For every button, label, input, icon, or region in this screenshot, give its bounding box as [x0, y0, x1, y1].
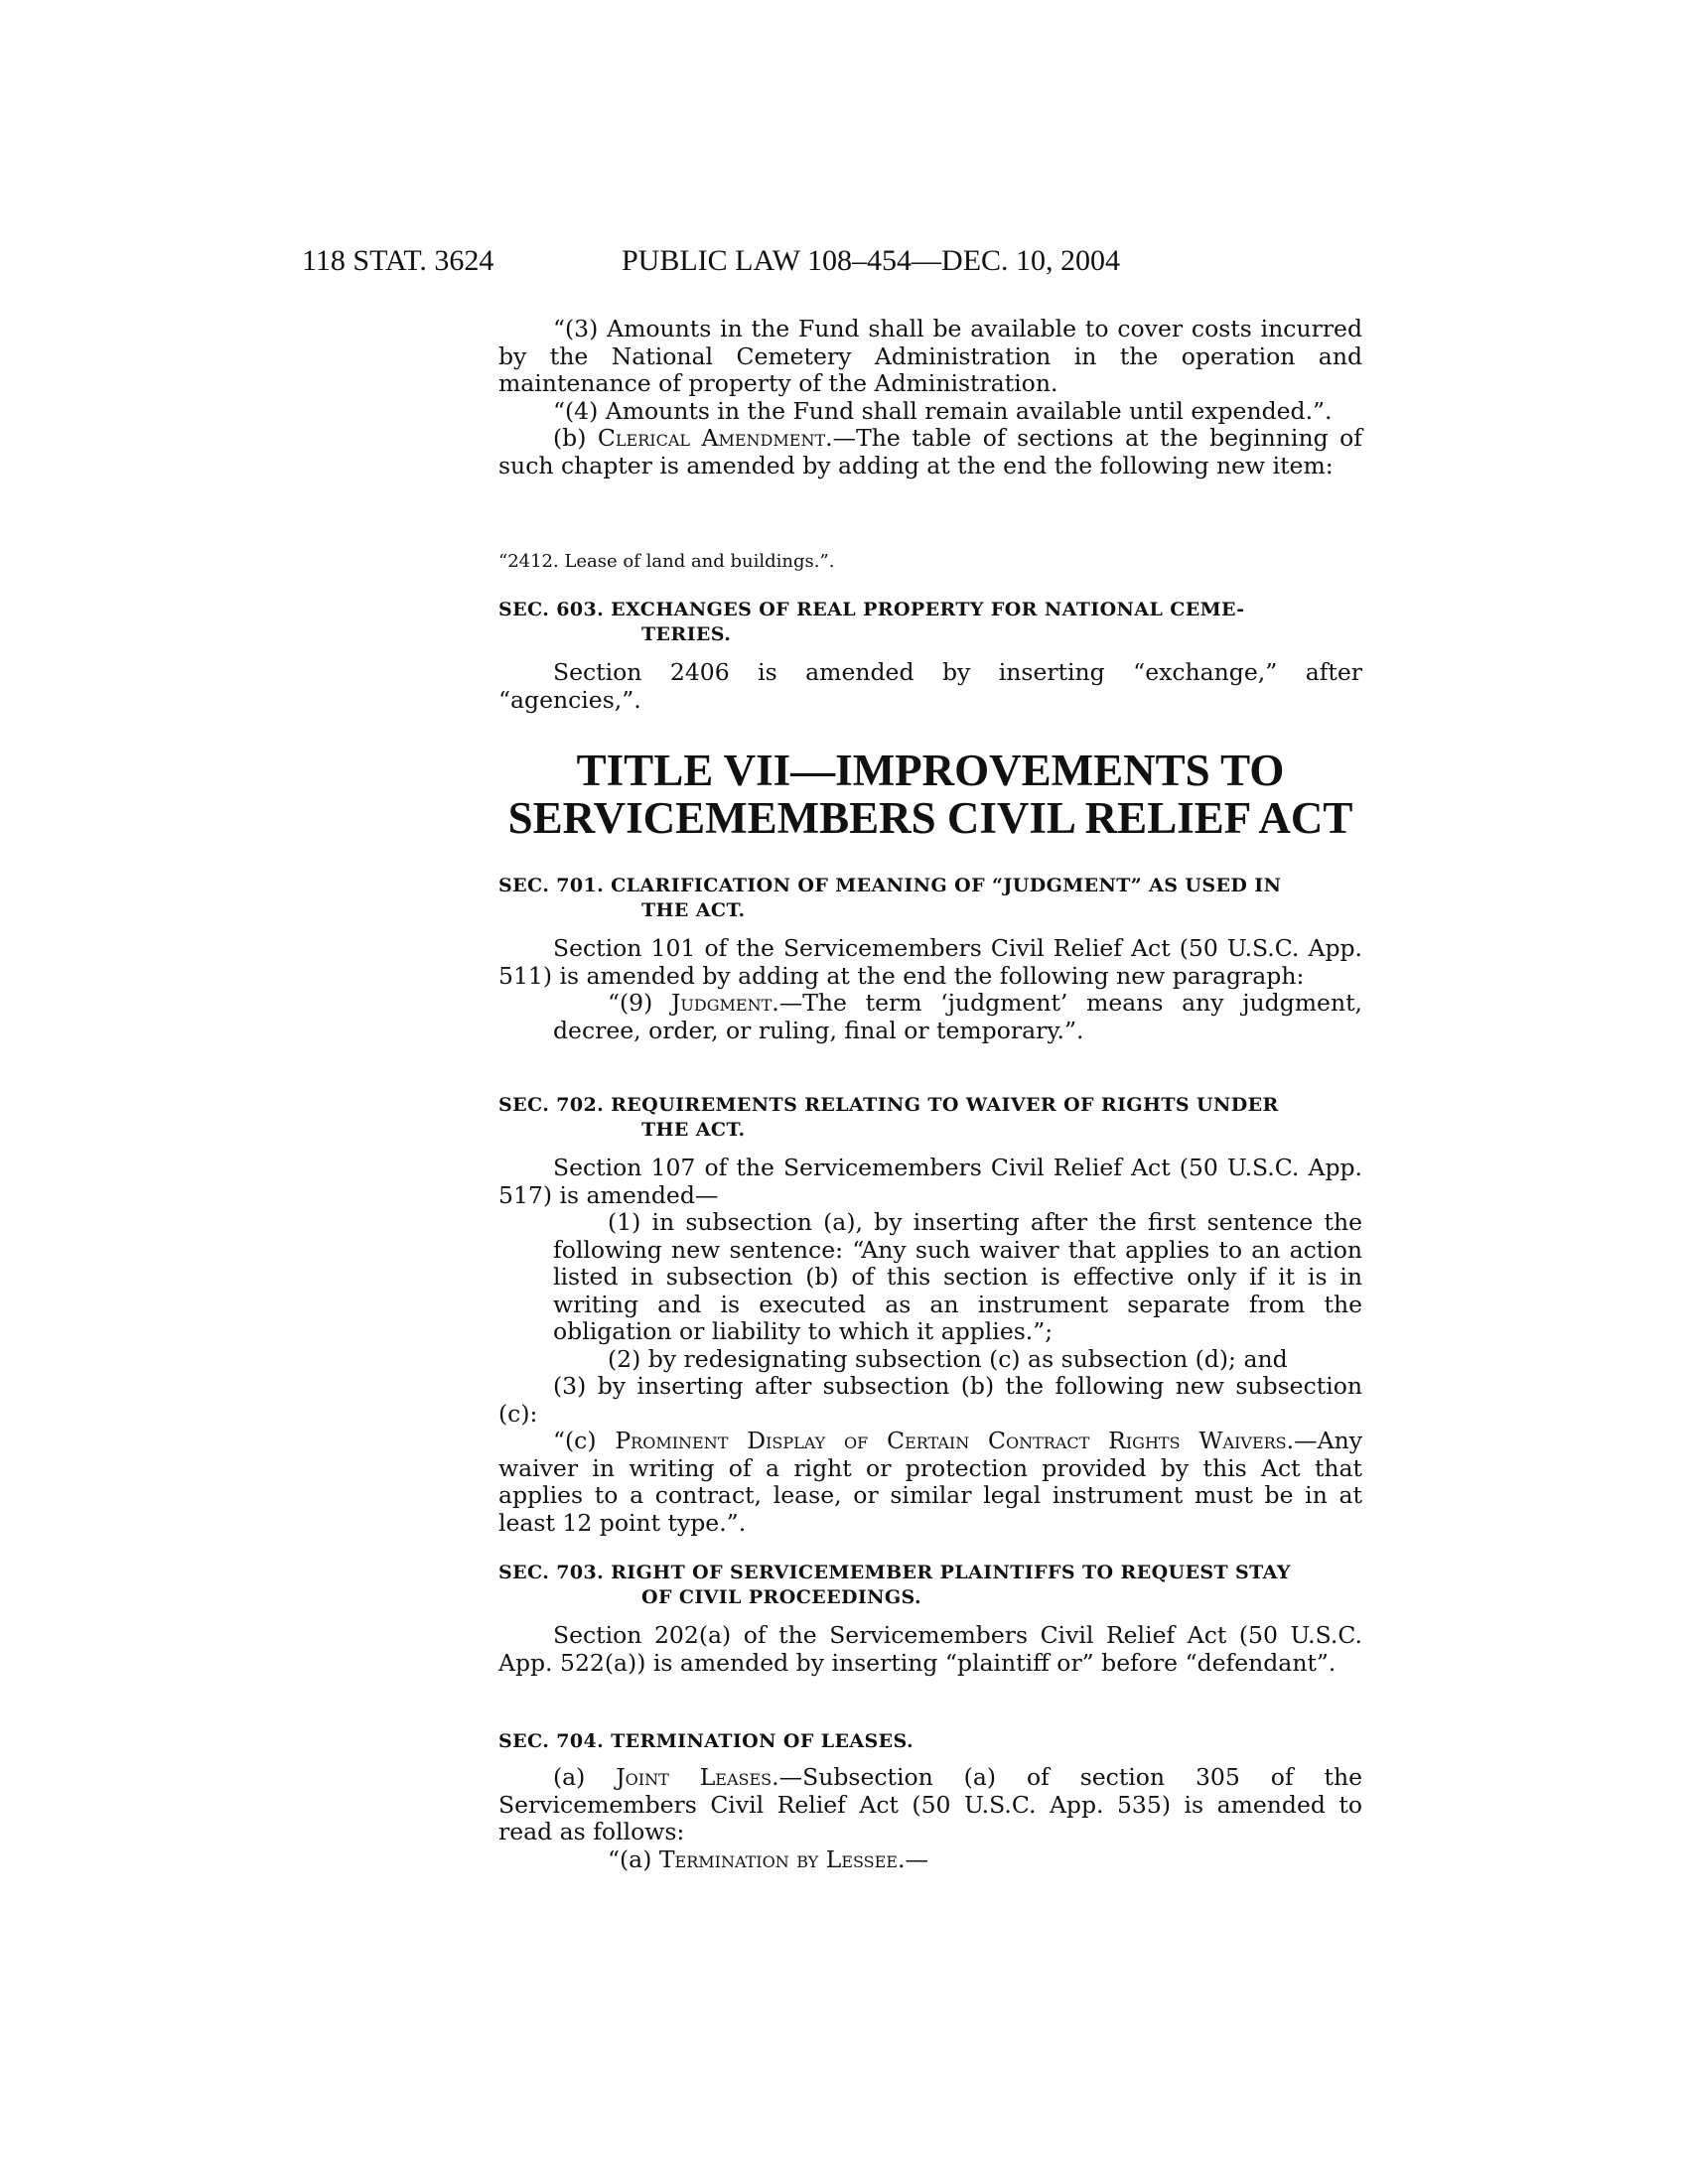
paragraph-heading: Judgment [671, 989, 773, 1017]
running-head: PUBLIC LAW 108–454—DEC. 10, 2004 [622, 244, 1121, 277]
paragraph-clerical-amendment [498, 425, 1362, 479]
paragraph-label: “(c) [553, 1427, 616, 1454]
section-body-603 [498, 659, 1362, 714]
paragraph-heading: Joint Leases [616, 1763, 773, 1791]
page-number: 118 STAT. 3624 [302, 244, 494, 277]
table-of-sections-item: “2412. Lease of land and buildings.”. [498, 551, 835, 572]
section-heading-line1: SEC. 603. EXCHANGES OF REAL PROPERTY FOR NATIONAL CEME- [498, 599, 1245, 620]
section-body-703 [498, 1622, 1362, 1677]
paragraph-text: .—The table of sections at the beginning of such chapter is amended by adding at the end the following new item: [498, 424, 1362, 479]
quoted-paragraph [498, 1428, 1362, 1537]
list-item: (3) by inserting after subsection (b) the following new subsection (c): [498, 1372, 1362, 1428]
paragraph-text: .—Any waiver in writing of a right or protection provided by this Act that applies to a contract, lease, or similar legal instrument must be in at least 12 point type.”. [498, 1427, 1363, 1537]
paragraph-text: .—The term ‘judgment’ means any judgment, decree, order, or ruling, final or temporary.”. [553, 989, 1363, 1044]
section-heading-line1: SEC. 703. RIGHT OF SERVICEMEMBER PLAINTIFFS TO REQUEST STAY [498, 1562, 1291, 1583]
paragraph-label: (a) [553, 1763, 617, 1791]
paragraph-fund-3: “(3) Amounts in the Fund shall be available to cover costs incurred by the National Cemetery Administration in the operation and maintenance of property of the Administration. [498, 315, 1362, 397]
section-heading-line2: THE ACT. [641, 1119, 746, 1141]
paragraph-joint-leases [498, 1764, 1362, 1846]
section-body-702 [498, 1155, 1362, 1537]
section-body-701 [498, 935, 1362, 1044]
title-line2: SERVICEMEMBERS CIVIL RELIEF ACT [507, 793, 1353, 843]
paragraph-label: (b) [553, 424, 598, 452]
section-heading-603 [498, 598, 1362, 647]
quoted-paragraph [498, 990, 1362, 1044]
title-line1: TITLE VII—IMPROVEMENTS TO [576, 746, 1285, 795]
section-heading-702 [498, 1093, 1362, 1143]
paragraph-label: “(9) [608, 989, 671, 1017]
paragraph-heading: Prominent Display of Certain Contract Rights Waivers [615, 1427, 1287, 1454]
paragraph: Section 2406 is amended by inserting “exchange,” after “agencies,”. [498, 658, 1362, 714]
section-heading-line1: SEC. 701. CLARIFICATION OF MEANING OF “JUDGMENT” AS USED IN [498, 875, 1282, 896]
section-body-704 [498, 1764, 1362, 1873]
paragraph-heading: Clerical Amendment [597, 424, 826, 452]
section-heading-line1: SEC. 704. TERMINATION OF LEASES. [498, 1730, 914, 1752]
section-heading-line1: SEC. 702. REQUIREMENTS RELATING TO WAIVER OF RIGHTS UNDER [498, 1094, 1279, 1116]
section-heading-704 [498, 1729, 1362, 1754]
fund-provisions [498, 316, 1362, 479]
section-heading-703 [498, 1561, 1362, 1610]
list-item: (1) in subsection (a), by inserting after the first sentence the following new sentence: “Any such waiver that applies to an action listed in subsection (b) of this section is effective only if it is in writing and is executed as an instrument separate from the obligation or liability to which it applies.”; [553, 1208, 1362, 1345]
paragraph-fund-4: “(4) Amounts in the Fund shall remain available until expended.”. [553, 396, 1333, 425]
section-heading-line2: THE ACT. [641, 899, 746, 921]
paragraph: Section 202(a) of the Servicemembers Civil Relief Act (50 U.S.C. App. 522(a)) is amended by inserting “plaintiff or” before “defendant”. [498, 1621, 1362, 1677]
quoted-paragraph [498, 1846, 1362, 1874]
paragraph: Section 107 of the Servicemembers Civil Relief Act (50 U.S.C. App. 517) is amended— [498, 1154, 1362, 1209]
paragraph-heading: Termination by Lessee [658, 1844, 899, 1873]
page-header [0, 244, 1688, 284]
title-heading [498, 747, 1362, 842]
section-heading-701 [498, 874, 1362, 923]
section-heading-line2: OF CIVIL PROCEEDINGS. [641, 1586, 921, 1608]
paragraph-text: .—Subsection (a) of section 305 of the Servicemembers Civil Relief Act (50 U.S.C. App. 535) is amended to read as follows: [498, 1763, 1362, 1845]
paragraph-label: “(a) [608, 1844, 659, 1873]
section-heading-line2: TERIES. [641, 623, 732, 645]
paragraph: Section 101 of the Servicemembers Civil Relief Act (50 U.S.C. App. 511) is amended by adding at the end the following new paragraph: [498, 934, 1362, 990]
list-item: (2) by redesignating subsection (c) as subsection (d); and [608, 1344, 1288, 1373]
paragraph-text: .— [898, 1844, 928, 1873]
